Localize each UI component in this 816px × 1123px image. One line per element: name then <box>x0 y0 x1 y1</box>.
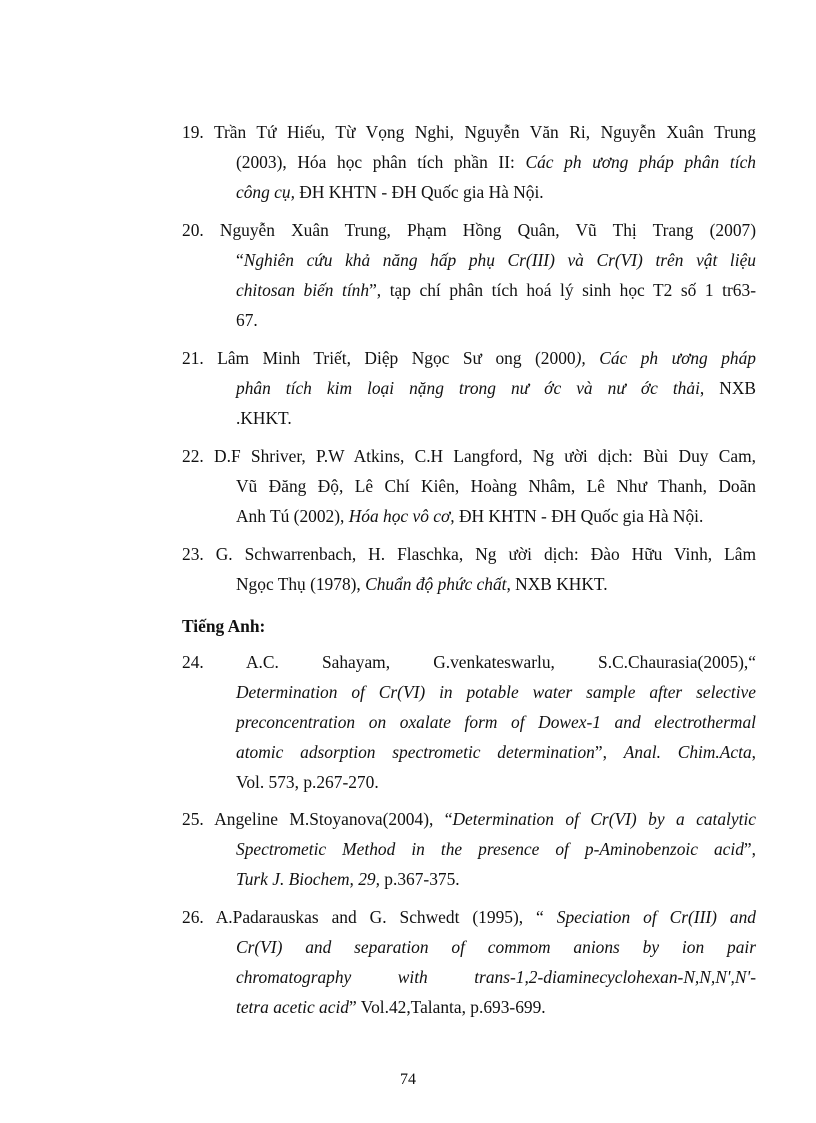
ref-line: 23. G. Schwarrenbach, H. Flaschka, Ng ười dịch: Đào Hữu Vinh, Lâm <box>182 544 756 564</box>
ref-line <box>182 569 756 599</box>
ref-line <box>182 677 756 707</box>
ref-line <box>182 707 756 737</box>
ref-title: Spectrometic Method in the presence of p-Aminobenzoic acid <box>236 839 744 859</box>
ref-text: , NXB <box>699 378 756 398</box>
ref-text: Anh Tú (2002), <box>236 506 349 526</box>
reference-21 <box>182 343 756 433</box>
reference-22 <box>182 441 756 531</box>
ref-line <box>182 804 756 834</box>
ref-title: Determination of Cr(VI) by a catalytic <box>452 809 756 829</box>
reference-19 <box>182 117 756 207</box>
ref-line <box>182 902 756 932</box>
ref-line: 67. <box>236 310 258 330</box>
ref-line <box>182 962 756 992</box>
ref-text: , <box>751 742 756 762</box>
ref-text: (2003), Hóa học phân tích phần II: <box>236 152 526 172</box>
ref-title: phân tích kim loại nặng trong nư ớc và nư ớc thải <box>236 378 700 398</box>
ref-line: 20. Nguyễn Xuân Trung, Phạm Hồng Quân, Vũ Thị Trang (2007) <box>182 220 756 240</box>
ref-text: 21. Lâm Minh Triết, Diệp Ngọc Sư ong (2000 <box>182 348 576 368</box>
ref-title: Cr(VI) and separation of commom anions by ion pair <box>236 937 756 957</box>
ref-title: atomic adsorption spectrometic determination <box>236 742 595 762</box>
reference-25 <box>182 804 756 894</box>
ref-text: ”, tạp chí phân tích hoá lý sinh học T2 số 1 tr63- <box>369 280 756 300</box>
ref-line <box>182 147 756 177</box>
ref-line <box>182 834 756 864</box>
ref-title: chitosan biến tính <box>236 280 370 300</box>
ref-line <box>182 343 756 373</box>
ref-line <box>182 373 756 403</box>
ref-title: Determination of Cr(VI) in potable water sample after selective <box>236 682 756 702</box>
ref-text: ”, <box>743 839 756 859</box>
ref-title: ), Các ph ương pháp <box>575 348 756 368</box>
ref-line <box>182 864 756 894</box>
ref-line: 19. Trần Tứ Hiếu, Từ Vọng Nghi, Nguyễn Văn Ri, Nguyễn Xuân Trung <box>182 122 756 142</box>
ref-title: công cụ, <box>236 182 295 202</box>
ref-title: Chuẩn độ phức chất <box>365 574 507 594</box>
ref-text: “ <box>236 250 244 270</box>
reference-24 <box>182 647 756 797</box>
ref-text: ĐH KHTN - ĐH Quốc gia Hà Nội. <box>454 506 704 526</box>
reference-20 <box>182 215 756 335</box>
ref-line <box>182 932 756 962</box>
ref-text: ” Vol.42,Talanta, p.693-699. <box>349 997 546 1017</box>
ref-line <box>182 737 756 767</box>
ref-title: Nghiên cứu khả năng hấp phụ Cr(III) và Cr(VI) trên vật liệu <box>243 250 756 270</box>
ref-journal: Anal. Chim.Acta <box>623 742 752 762</box>
ref-text: ĐH KHTN - ĐH Quốc gia Hà Nội. <box>294 182 544 202</box>
ref-text: 25. Angeline M.Stoyanova(2004), “ <box>182 809 453 829</box>
ref-line: Vol. 573, p.267-270. <box>236 772 379 792</box>
ref-title: tetra acetic acid <box>236 997 349 1017</box>
ref-title: preconcentration on oxalate form of Dowex-1 and electrothermal <box>236 712 756 732</box>
ref-line <box>182 275 756 305</box>
ref-line <box>182 992 756 1022</box>
ref-journal: Turk J. Biochem, 29, <box>236 869 380 889</box>
ref-line: 22. D.F Shriver, P.W Atkins, C.H Langford, Ng ười dịch: Bùi Duy Cam, <box>182 446 756 466</box>
reference-23 <box>182 539 756 599</box>
ref-line: .KHKT. <box>236 408 292 428</box>
page-number: 74 <box>400 1071 416 1088</box>
ref-line: 24. A.C. Sahayam, G.venkateswarlu, S.C.Chaurasia(2005),“ <box>182 652 756 672</box>
ref-title: chromatography with trans-1,2-diaminecyclohexan-N,N,N',N'- <box>236 967 756 987</box>
reference-26 <box>182 902 756 1022</box>
ref-text: p.367-375. <box>379 869 460 889</box>
section-heading-english: Tiếng Anh: <box>182 616 266 636</box>
ref-text: 26. A.Padarauskas and G. Schwedt (1995), “ <box>182 907 557 927</box>
ref-title: Hóa học vô cơ, <box>348 506 455 526</box>
ref-text: ”, <box>594 742 624 762</box>
ref-line <box>182 245 756 275</box>
ref-text: Ngọc Thụ (1978), <box>236 574 366 594</box>
ref-title: Speciation of Cr(III) and <box>556 907 756 927</box>
ref-text: , NXB KHKT. <box>506 574 608 594</box>
ref-line <box>182 501 756 531</box>
ref-line: Vũ Đăng Độ, Lê Chí Kiên, Hoàng Nhâm, Lê Như Thanh, Doãn <box>236 476 756 496</box>
ref-line <box>182 177 756 207</box>
ref-title: Các ph ương pháp phân tích <box>525 152 756 172</box>
